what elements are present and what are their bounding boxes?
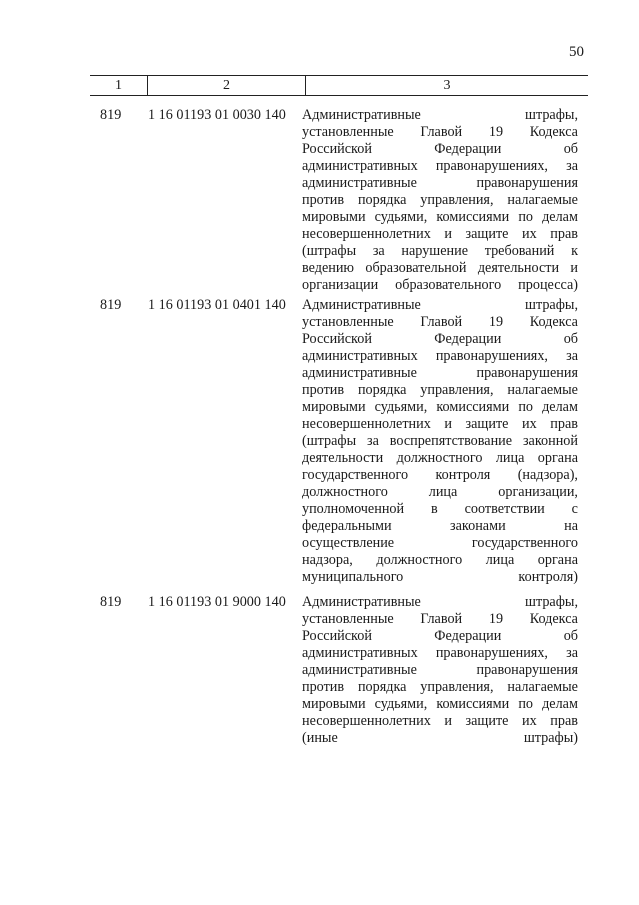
description-line: надзора, должностного лица органа (302, 552, 578, 568)
description-line: административные правонарушения (302, 662, 578, 678)
description-line: против порядка управления, налагаемые (302, 679, 578, 695)
description-line: Российской Федерации об (302, 628, 578, 644)
admin-code: 819 (100, 594, 122, 610)
description-line: федеральными законами на (302, 518, 578, 534)
description-line: административных правонарушениях, за (302, 645, 578, 661)
description-line: административных правонарушениях, за (302, 348, 578, 364)
description-line: (штрафы за нарушение требований к (302, 243, 578, 259)
budget-classification-code: 1 16 01193 01 0030 140 (148, 107, 286, 123)
description-line: (штрафы за воспрепятствование законной (302, 433, 578, 449)
description (302, 107, 578, 294)
description (302, 594, 578, 747)
description-line: ведению образовательной деятельности и (302, 260, 578, 276)
admin-code: 819 (100, 297, 122, 313)
header-col-1: 1 (90, 76, 148, 95)
description-line: муниципального контроля) (302, 569, 578, 585)
description-line: Административные штрафы, (302, 594, 578, 610)
description-line: Российской Федерации об (302, 141, 578, 157)
budget-classification-code: 1 16 01193 01 0401 140 (148, 297, 286, 313)
budget-classification-code: 1 16 01193 01 9000 140 (148, 594, 286, 610)
page-number: 50 (569, 44, 584, 60)
description (302, 297, 578, 586)
description-line: административных правонарушениях, за (302, 158, 578, 174)
description-line: государственного контроля (надзора), (302, 467, 578, 483)
table-header (90, 75, 588, 96)
description-line: административные правонарушения (302, 175, 578, 191)
description-line: установленные Главой 19 Кодекса (302, 611, 578, 627)
description-line: несовершеннолетних и защите их прав (302, 226, 578, 242)
header-col-3: 3 (443, 77, 451, 93)
description-line: административные правонарушения (302, 365, 578, 381)
description-line: несовершеннолетних и защите их прав (302, 713, 578, 729)
description-line: Административные штрафы, (302, 297, 578, 313)
description-line: установленные Главой 19 Кодекса (302, 124, 578, 140)
description-line: Российской Федерации об (302, 331, 578, 347)
header-col-2: 2 (148, 76, 306, 95)
description-line: должностного лица организации, (302, 484, 578, 500)
description-line: против порядка управления, налагаемые (302, 382, 578, 398)
description-line: осуществление государственного (302, 535, 578, 551)
description-line: мировыми судьями, комиссиями по делам (302, 399, 578, 415)
description-line: деятельности должностного лица органа (302, 450, 578, 466)
description-line: (иные штрафы) (302, 730, 578, 746)
description-line: несовершеннолетних и защите их прав (302, 416, 578, 432)
description-line: уполномоченной в соответствии с (302, 501, 578, 517)
admin-code: 819 (100, 107, 122, 123)
description-line: организации образовательного процесса) (302, 277, 578, 293)
description-line: Административные штрафы, (302, 107, 578, 123)
description-line: против порядка управления, налагаемые (302, 192, 578, 208)
description-line: мировыми судьями, комиссиями по делам (302, 209, 578, 225)
description-line: установленные Главой 19 Кодекса (302, 314, 578, 330)
description-line: мировыми судьями, комиссиями по делам (302, 696, 578, 712)
